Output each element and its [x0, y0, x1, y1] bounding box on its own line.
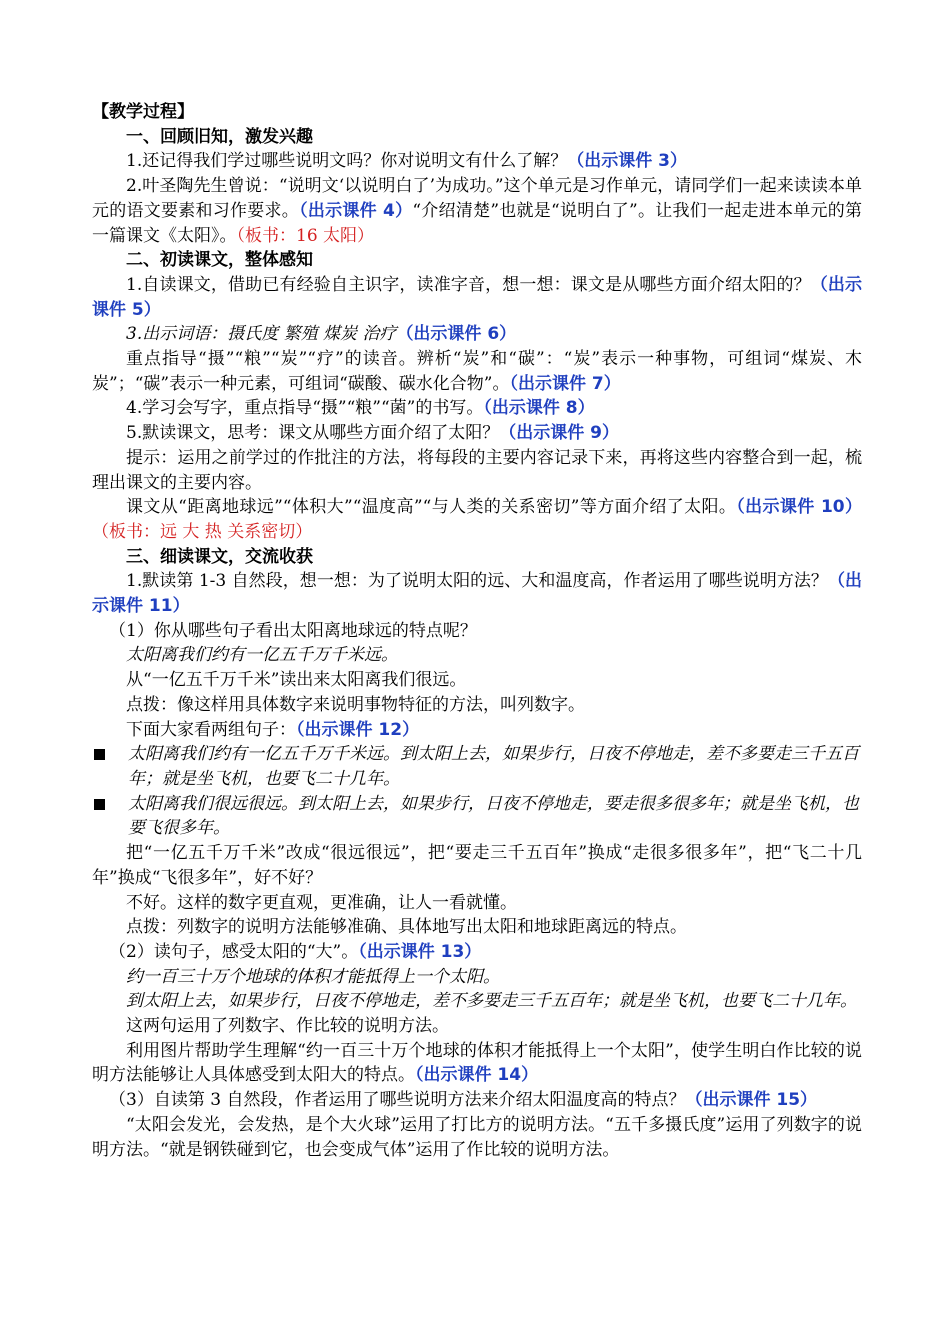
paragraph: 1.还记得我们学过哪些说明文吗？你对说明文有什么了解？（出示课件 3） [126, 151, 687, 172]
quote: 到太阳上去，如果步行，日夜不停地走，差不多要走三千五百年；就是坐飞机，也要飞二十几年。 [126, 991, 857, 1012]
section-heading-2: 二、初读课文，整体感知 [126, 250, 313, 271]
courseware-tag: （出示课件 5） [92, 274, 863, 320]
paragraph: 1.默读第 1-3 自然段，想一想：为了说明太阳的远、大和温度高，作者运用了哪些说明方法？（出示课件 11） [92, 571, 863, 617]
courseware-tag: （出示课件 4） [299, 200, 413, 221]
paragraph: （3）自读第 3 自然段，作者运用了哪些说明方法来介绍太阳温度高的特点？（出示课件 15） [109, 1090, 818, 1111]
bullet-item: 太阳离我们约有一亿五千万千米远。到太阳上去，如果步行，日夜不停地走，差不多要走三千五百年；就是坐飞机，也要飞二十几年。 [92, 742, 862, 791]
courseware-tag: （出示课件 12） [296, 719, 420, 740]
courseware-tag: （出示课件 7） [509, 373, 621, 394]
courseware-tag: （出示课件 14） [415, 1065, 539, 1086]
courseware-tag: （出示课件 9） [499, 423, 619, 444]
paragraph: （1）你从哪些句子看出太阳离地球远的特点呢？ [109, 620, 477, 641]
board-note: （板书：16 太阳） [236, 225, 375, 246]
paragraph: 点拨：列数字的说明方法能够准确、具体地写出太阳和地球距离远的特点。 [126, 917, 687, 938]
paragraph: 重点指导“摄”“粮”“炭”“疗”的读音。辨析“炭”和“碳”：“炭”表示一种事物，可组词“煤炭、木炭”；“碳”表示一种元素，可组词“碳酸、碳水化合物”。（出示课件 7） [92, 349, 862, 394]
section-heading-3: 三、细读课文，交流收获 [126, 546, 313, 567]
board-note: （板书：远 大 热 关系密切） [92, 521, 313, 542]
square-bullet-icon [92, 742, 128, 791]
courseware-tag: （出示课件 6） [396, 324, 517, 345]
paragraph: 4.学习会写字，重点指导“摄”“粮”“菌”的书写。（出示课件 8） [126, 398, 595, 419]
section-title: 【教学过程】 [92, 102, 194, 122]
courseware-tag: （出示课件 8） [483, 398, 595, 419]
paragraph: 课文从“距离地球远”“体积大”“温度高”“与人类的关系密切”等方面介绍了太阳。（出示课件 10）（板书：远 大 热 关系密切） [92, 497, 862, 542]
quote: 太阳离我们约有一亿五千万千米远。 [126, 645, 398, 666]
courseware-tag: （出示课件 3） [567, 151, 687, 172]
bullet-item: 太阳离我们很远很远。到太阳上去，如果步行，日夜不停地走，要走很多很多年；就是坐飞机，也要飞很多年。 [92, 792, 862, 841]
paragraph: 利用图片帮助学生理解“约一百三十万个地球的体积才能抵得上一个太阳”，使学生明白作比较的说明方法能够让人具体感受到太阳大的特点。（出示课件 14） [92, 1040, 862, 1086]
paragraph: 5.默读课文，思考：课文从哪些方面介绍了太阳？（出示课件 9） [126, 423, 619, 444]
paragraph: 2.叶圣陶先生曾说：“说明文‘以说明白了’为成功。”这个单元是习作单元，请同学们一起来读读本单元的语文要素和习作要求。（出示课件 4）“介绍清楚”也就是“说明白了”。让我们一起走进本单元的第一篇课文《太阳》。（板书：16 太阳） [92, 176, 863, 246]
paragraph: 这两句运用了列数字、作比较的说明方法。 [126, 1016, 449, 1037]
document-page [92, 100, 862, 1162]
paragraph: （2）读句子，感受太阳的“大”。（出示课件 13） [109, 941, 482, 962]
courseware-tag: （出示课件 13） [358, 941, 482, 962]
quote: 约一百三十万个地球的体积才能抵得上一个太阳。 [126, 966, 500, 987]
paragraph: 不好。这样的数字更直观，更准确，让人一看就懂。 [126, 892, 517, 913]
courseware-tag: （出示课件 11） [92, 571, 863, 617]
section-heading-1: 一、回顾旧知，激发兴趣 [126, 126, 313, 147]
square-bullet-icon [92, 792, 128, 841]
paragraph: 1.自读课文，借助已有经验自主识字，读准字音，想一想：课文是从哪些方面介绍太阳的？（出示课件 5） [92, 274, 863, 320]
paragraph: 下面大家看两组句子：（出示课件 12） [126, 719, 420, 740]
courseware-tag: （出示课件 10） [736, 497, 862, 518]
paragraph: 提示：运用之前学过的作批注的方法，将每段的主要内容记录下来，再将这些内容整合到一起，梳理出课文的主要内容。 [92, 447, 862, 493]
paragraph: 3.出示词语：摄氏度 繁殖 煤炭 治疗（出示课件 6） [126, 324, 517, 345]
courseware-tag: （出示课件 15） [685, 1090, 818, 1111]
paragraph: 从“一亿五千万千米”读出来太阳离我们很远。 [126, 670, 467, 691]
paragraph: 把“一亿五千万千米”改成“很远很远”，把“要走三千五百年”换成“走很多很多年”，把“飞二十几年”换成“飞很多年”，好不好？ [92, 843, 862, 888]
paragraph: 点拨：像这样用具体数字来说明事物特征的方法，叫列数字。 [126, 694, 585, 715]
paragraph: “太阳会发光，会发热，是个大火球”运用了打比方的说明方法。“五千多摄氏度”运用了列数字的说明方法。“就是钢铁碰到它，也会变成气体”运用了作比较的说明方法。 [92, 1114, 862, 1160]
